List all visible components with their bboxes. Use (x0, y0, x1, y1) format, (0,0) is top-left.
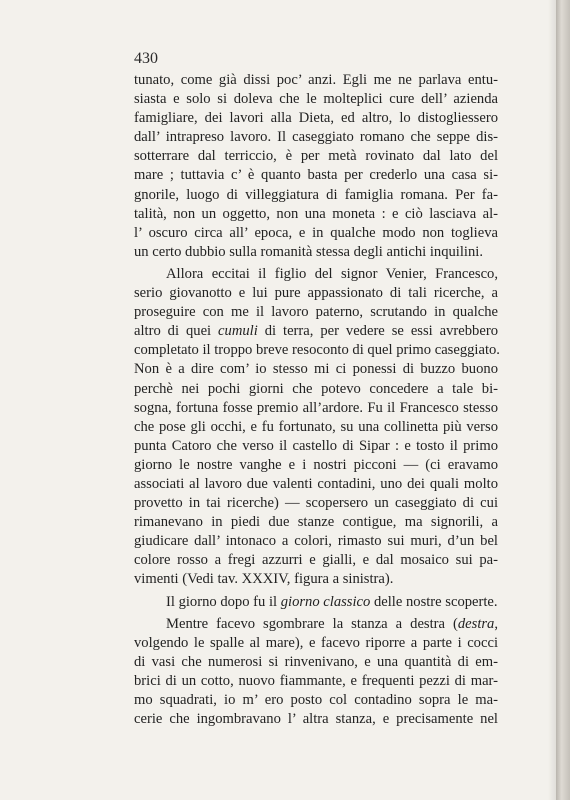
text-line: sotterrare dal terriccio, è per metà rovinato dal lato del (134, 148, 498, 165)
text-line: associati al lavoro due valenti contadini, uno dei quali molto (134, 475, 498, 492)
italic-text: cumuli (218, 323, 258, 340)
text-line: vimenti (Vedi tav. XXXIV, figura a sinistra). (134, 571, 394, 588)
text-line: giudicare dall’ intonaco a colori, rimasto sui muri, d’un bel (134, 533, 498, 550)
text-line: proseguire con me il lavoro paterno, scrutando in qualche (134, 304, 498, 321)
body-text (134, 71, 498, 729)
text-line: perchè nei pochi giorni che potevo concedere a tale bi- (134, 380, 498, 397)
page-number: 430 (134, 50, 158, 67)
text-line: brici di un cotto, nuovo fiammante, e frequenti pezzi di mar- (134, 672, 498, 689)
text-line: Mentre facevo sgombrare la stanza a destra (destra, (166, 615, 498, 632)
text-line: completato il troppo breve resoconto di quel primo caseggiato. (134, 342, 500, 359)
text-line: siasta e solo si doleva che le molteplici cure dell’ azienda (134, 91, 498, 108)
text-line: che pose gli occhi, e fu fortunato, su una collinetta più verso (134, 418, 498, 435)
italic-text: destra (457, 615, 495, 632)
italic-text: giorno classico (280, 593, 371, 610)
text-line: volgendo le spalle al mare), e facevo riporre a parte i cocci (134, 634, 498, 651)
text-line: provetto in tai ricerche) — scopersero un caseggiato di cui (134, 495, 498, 512)
text-line: di vasi che numerosi si rinvenivano, e una quantità di em- (134, 653, 498, 670)
text-line: Allora eccitai il figlio del signor Venier, Francesco, (166, 265, 498, 282)
text-line: serio giovanotto e lui pure appassionato di tali ricerche, a (134, 285, 498, 302)
text-line: Il giorno dopo fu il giorno classico delle nostre scoperte. (166, 593, 498, 610)
text-line: sogna, fortuna fosse premio all’ardore. Fu il Francesco stesso (134, 399, 498, 416)
text-line: mare ; tuttavia c’ è quanto basta per crederlo una casa si- (134, 167, 498, 184)
text-line: colore rosso a fregi azzurri e gialli, e dal mosaico sui pa- (134, 552, 498, 569)
text-line: tunato, come già dissi poc’ anzi. Egli me ne parlava entu- (134, 72, 498, 88)
text-line: rimanevano in piedi due stanze contigue, ma signorili, a (134, 514, 498, 531)
text-line: punta Catoro che verso il castello di Sipar : e tosto il primo (134, 437, 498, 454)
text-line: famigliare, dei lavori alla Dieta, ed altro, lo distogliessero (134, 110, 498, 127)
text-line: talità, non un oggetto, non una moneta : e ciò lasciava al- (134, 205, 498, 222)
text-line: mo squadrati, io m’ ero posto col contadino sopra le ma- (134, 692, 498, 708)
text-line: l’ oscuro circa all’ epoca, e in qualche modo non toglieva (134, 224, 498, 241)
text-line: dall’ intrapreso lavoro. Il caseggiato romano che seppe dis- (134, 129, 498, 146)
text-line: giorno le nostre vanghe e i nostri picconi — (ci eravamo (134, 456, 498, 473)
text-line: Non è a dire com’ io stesso mi ci ponessi di buzzo buono (134, 361, 498, 378)
text-line: un certo dubbio sulla romanità stessa degli antichi inquilini. (134, 243, 483, 260)
text-line: gnorile, luogo di villeggiatura di famiglia romana. Per fa- (134, 186, 498, 203)
text-line: cerie che ingombravano l’ altra stanza, e precisamente nel (134, 711, 498, 728)
page-fold-shadow (548, 0, 556, 800)
book-edge (556, 0, 570, 800)
text-line: altro di quei cumuli di terra, per vedere se essi avrebbero (134, 323, 498, 340)
